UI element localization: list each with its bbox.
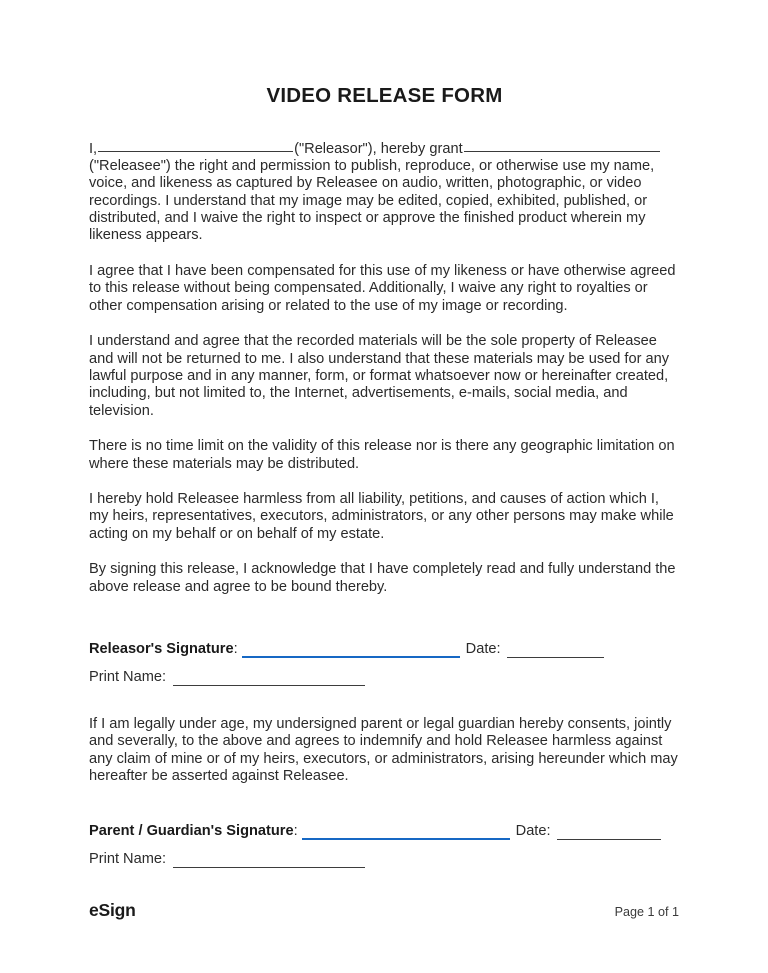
releasor-date-field[interactable] <box>507 645 604 658</box>
releasor-signature-field[interactable] <box>242 644 460 658</box>
releasor-signature-row <box>89 640 680 658</box>
guardian-print-name-field[interactable] <box>173 854 365 867</box>
guardian-signature-row <box>89 822 680 840</box>
document-content <box>89 0 680 868</box>
releasee-name-blank[interactable] <box>464 138 660 153</box>
document-footer <box>89 900 679 921</box>
document-body <box>89 138 680 596</box>
page-title: VIDEO RELEASE FORM <box>266 84 503 107</box>
releasor-label-text: ("Releasor"), hereby grant <box>294 140 463 157</box>
guardian-signature-label: Parent / Guardian's Signature <box>89 822 294 839</box>
ownership-paragraph: I understand and agree that the recorded materials will be the sole property of Releasee and will not be returned to me. I also understand that these materials may be used for any lawful purpose and in any manner, form, or format whatsoever now or hereinafter created, including, but not limited to, the Internet, advertisements, e-mails, social media, and television. <box>89 333 670 419</box>
guardian-date-field[interactable] <box>557 826 661 839</box>
releasor-date-label: Date: <box>465 640 501 657</box>
no-time-limit-paragraph: There is no time limit on the validity of this release nor is there any geographic limitation on where these materials may be distributed. <box>89 438 675 472</box>
grant-paragraph <box>89 138 680 245</box>
compensation-paragraph: I agree that I have been compensated for this use of my likeness or have otherwise agreed to this release without being compensated. Additionally, I waive any right to royalties or other compensation arising or related to the use of my image or recording. <box>89 262 676 314</box>
acknowledgement-paragraph: By signing this release, I acknowledge that I have completely read and fully understand the above release and agree to be bound thereby. <box>89 561 676 595</box>
minor-consent-block <box>89 716 680 786</box>
grant-body-text: ("Releasee") the right and permission to publish, reproduce, or otherwise use my name, voice, and likeness as captured by Releasee on audio, written, photographic, or video recordings. I understand that my image may be edited, copied, exhibited, published, or distributed, and I waive the right to inspect or approve the finished product wherein my likeness appears. <box>89 157 655 244</box>
hold-harmless-paragraph: I hereby hold Releasee harmless from all liability, petitions, and causes of action which I, my heirs, representatives, executors, administrators, or any other persons may make while acting on my behalf or on behalf of my estate. <box>89 490 674 542</box>
esign-logo: eSign <box>89 900 136 920</box>
releasor-print-name-row <box>89 668 680 686</box>
guardian-signature-field[interactable] <box>302 825 510 839</box>
releasor-print-name-field[interactable] <box>173 673 365 686</box>
guardian-signature-colon: : <box>293 822 298 839</box>
releasor-print-name-label: Print Name: <box>89 668 167 685</box>
guardian-signature-block <box>89 822 680 868</box>
releasor-name-blank[interactable] <box>98 138 293 153</box>
releasor-signature-colon: : <box>233 640 238 657</box>
releasor-signature-label: Releasor's Signature <box>89 640 234 657</box>
minor-consent-paragraph: If I am legally under age, my undersigned parent or legal guardian hereby consents, jointly and severally, to the above and agrees to indemnify and hold Releasee harmless against any claim of mine or of my heirs, executors, or administrators, arising hereunder which may hereafter be asserted against Releasee. <box>89 715 678 785</box>
page-number: Page 1 of 1 <box>614 905 679 919</box>
grant-lead-text: I, <box>89 140 98 157</box>
guardian-print-name-label: Print Name: <box>89 850 167 867</box>
releasor-signature-block <box>89 640 680 686</box>
guardian-date-label: Date: <box>515 822 551 839</box>
guardian-print-name-row <box>89 850 680 868</box>
